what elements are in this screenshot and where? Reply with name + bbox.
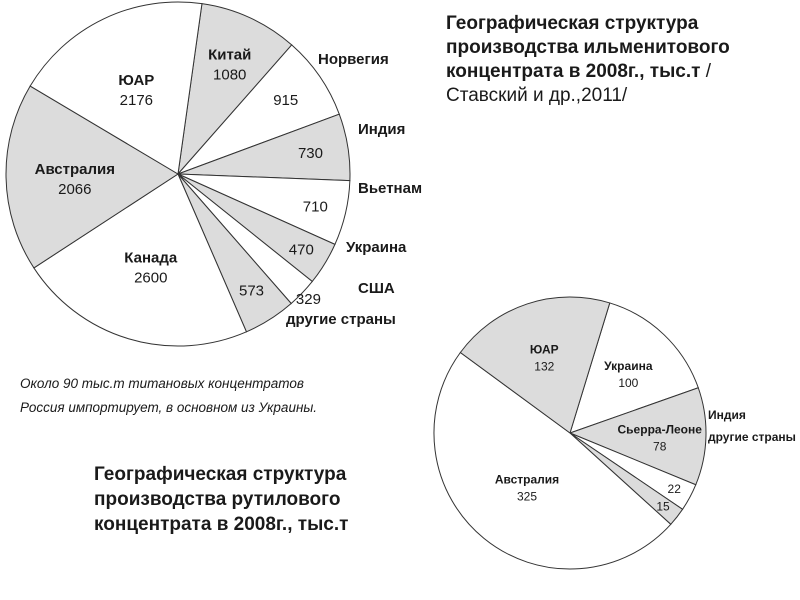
ilmenite-slice-8-label: Австралия [34,161,116,179]
rutile-slice-4-label: Австралия [494,472,560,487]
import-note-line-2: Россия импортирует, в основном из Украины. [20,400,318,415]
ilmenite-slice-7-value: 2600 [134,269,168,287]
rutile-chart-title: Географическая структура производства рутилового концентрата в 2008г., тыс.т [94,464,349,535]
rutile-slice-3-label: другие страны [708,430,796,444]
rutile-slice-5-value: 132 [534,359,555,374]
ilmenite-slice-4-label: Украина [346,239,407,256]
ilmenite-slice-1-value: 915 [273,92,299,110]
ilmenite-title-text: Географическая структура производства ильменитового концентрата в 2008г., тыс.т [446,13,730,82]
ilmenite-slice-1-label: Норвегия [318,51,389,68]
ilmenite-slice-2-label: Индия [358,121,406,138]
ilmenite-slice-9-value: 2176 [119,92,154,110]
ilmenite-slice-6-label: другие страны [286,311,396,328]
ilmenite-slice-0-value: 1080 [213,66,247,84]
ilmenite-slice-9-label: ЮАР [118,72,155,90]
ilmenite-slice-7-label: Канада [124,249,178,267]
rutile-slice-1-value: 78 [653,439,667,454]
ilmenite-slice-5-label: США [358,280,395,297]
ilmenite-slice-3-value: 710 [302,198,328,216]
rutile-slice-1-label: Сьерра-Леоне [617,422,702,437]
ilmenite-slice-6-value: 573 [239,282,265,300]
rutile-slice-5-label: ЮАР [529,342,559,357]
ilmenite-slice-0-label: Китай [208,46,252,64]
ilmenite-slice-5-value: 329 [295,291,321,309]
import-note-line-1: Около 90 тыс.т титановых концентратов [20,376,304,391]
rutile-slice-2-value: 22 [667,482,681,497]
ilmenite-slice-8-value: 2066 [58,181,92,199]
ilmenite-slice-3-label: Вьетнам [358,180,423,197]
ilmenite-slice-2-value: 730 [297,145,323,163]
rutile-slice-0-label: Украина [604,359,653,374]
rutile-slice-0-value: 100 [618,376,639,391]
ilmenite-slice-4-value: 470 [288,241,314,259]
source-citation: /Ставский и др.,2011/ [446,61,712,106]
rutile-slice-4-value: 325 [516,489,538,504]
rutile-slice-2-label: Индия [708,408,746,422]
rutile-slice-3-value: 15 [656,499,670,514]
